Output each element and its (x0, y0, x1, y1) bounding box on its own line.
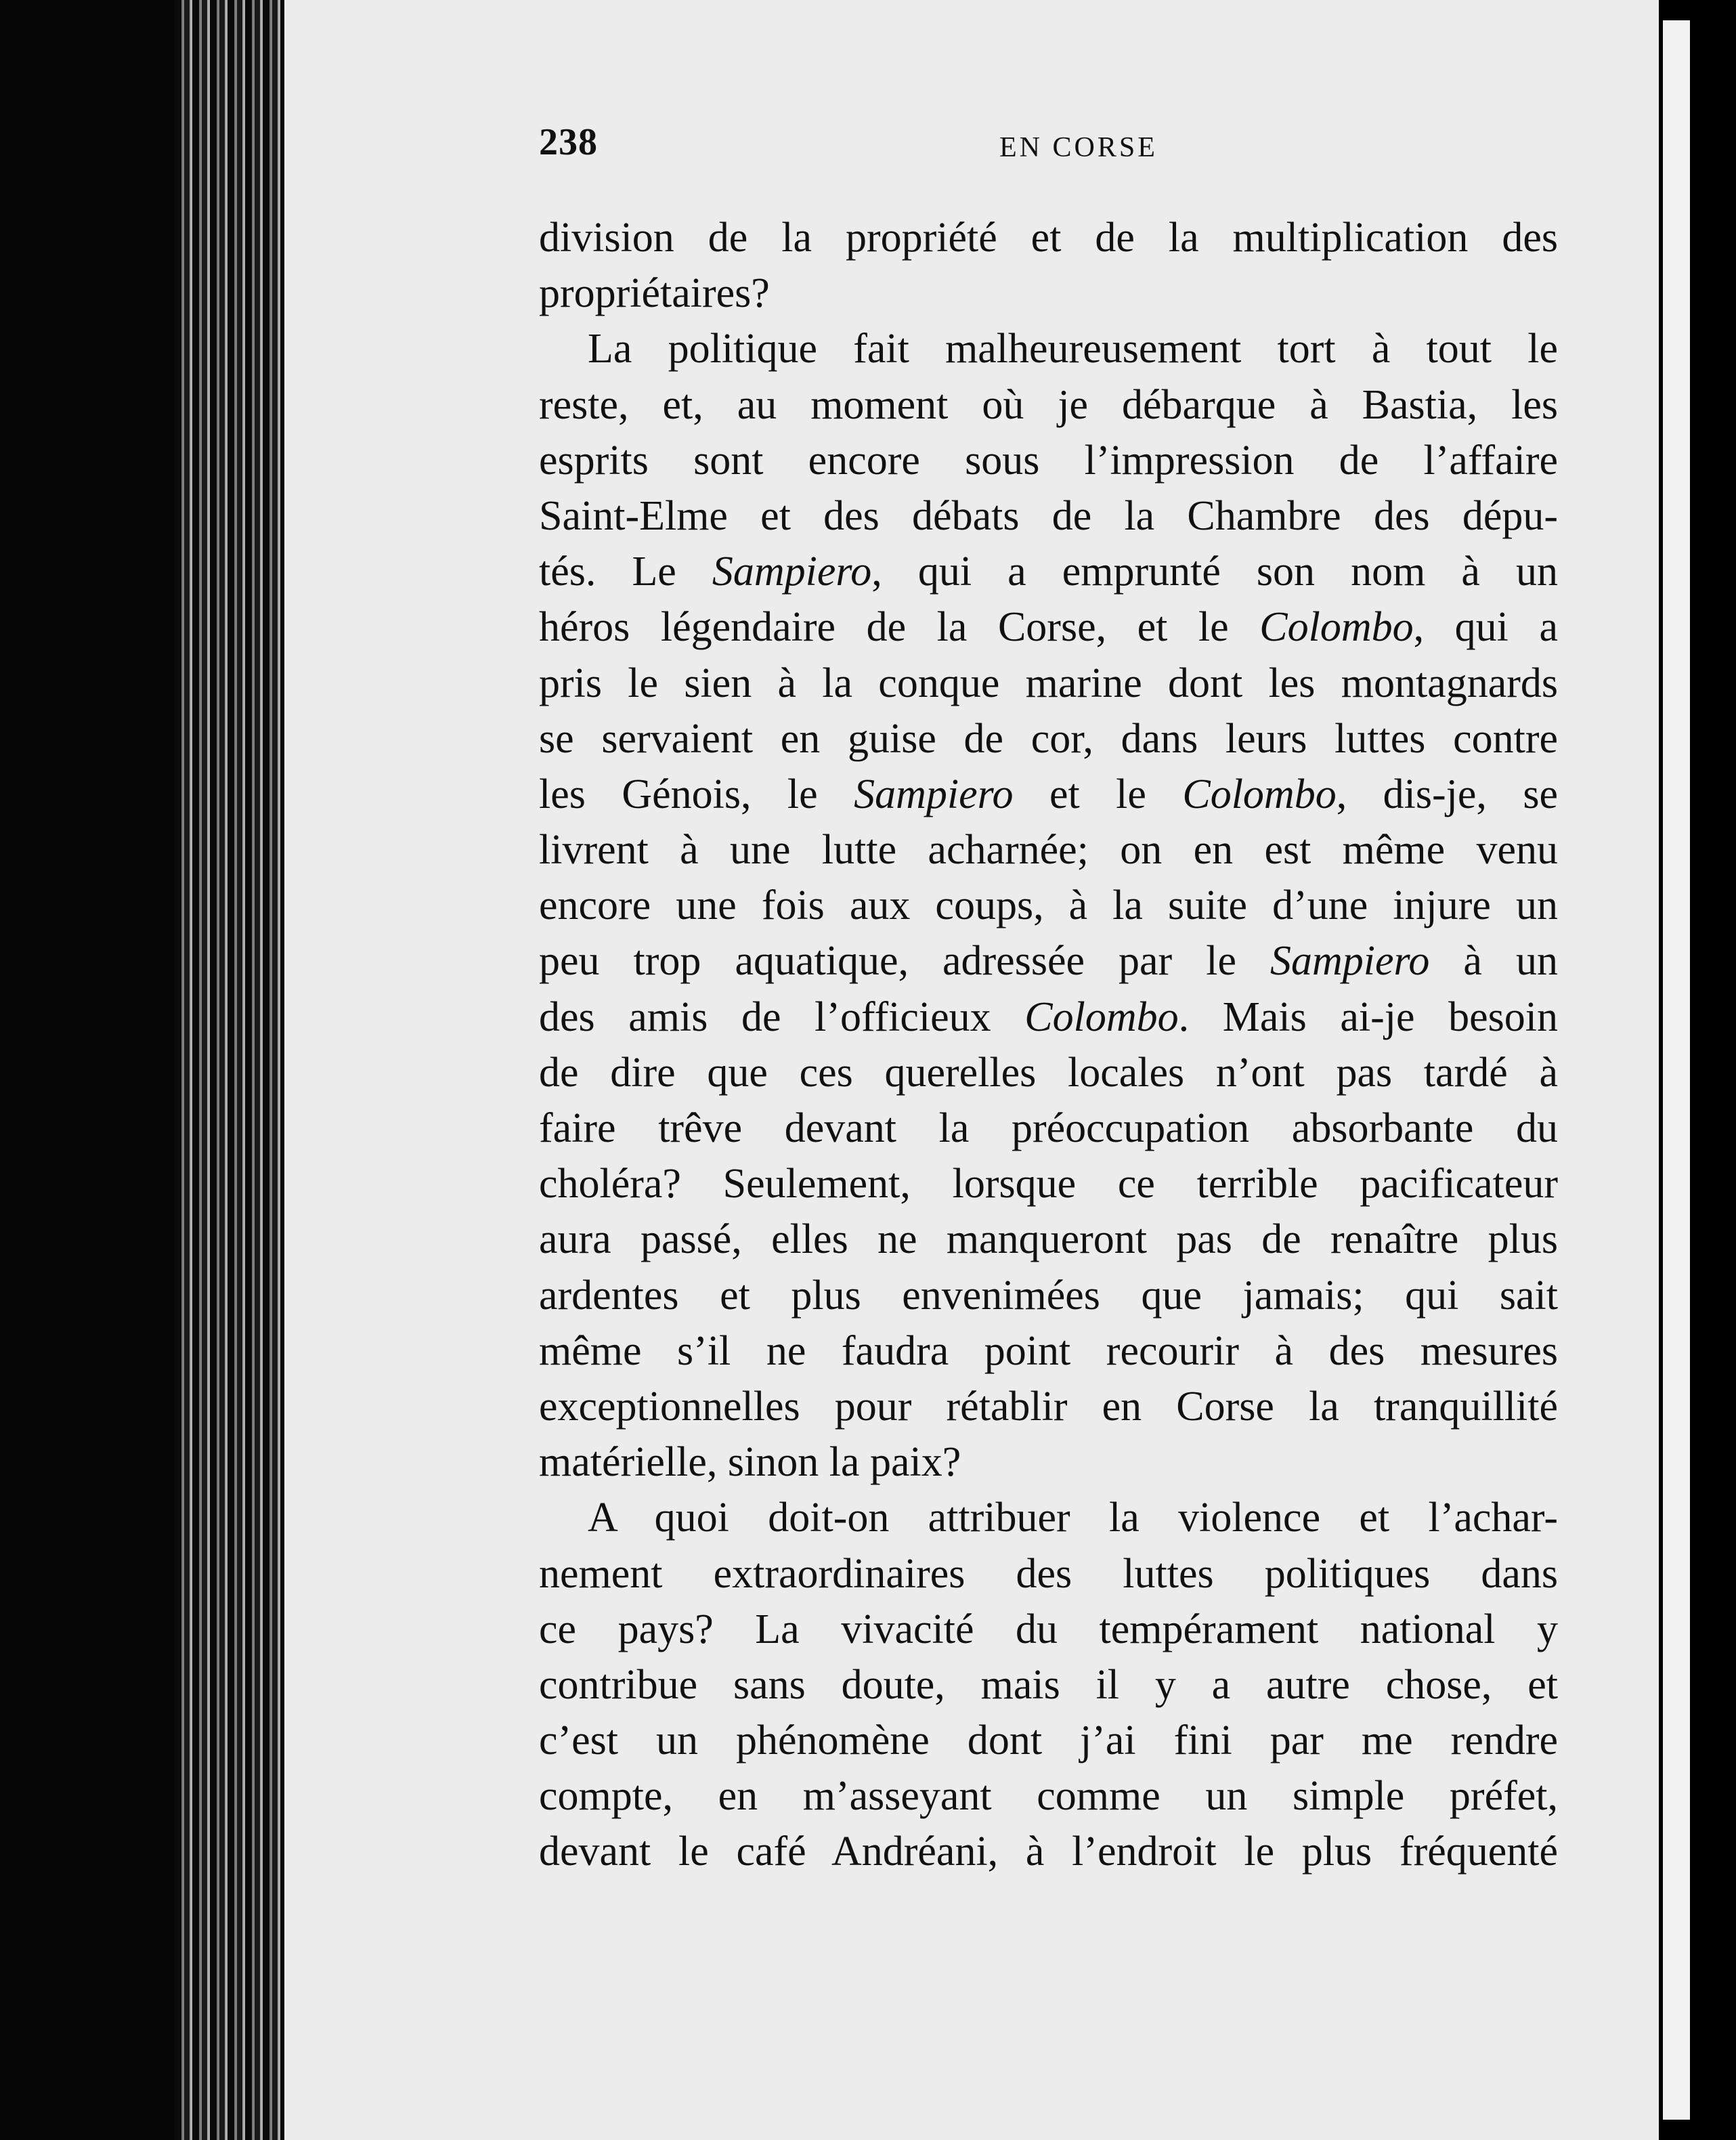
text-line: La politique fait malheureusement tort à tout le (588, 326, 1558, 372)
text-line: nement extraordinaires des luttes politiques dans (539, 1550, 1558, 1597)
running-title: EN CORSE (999, 132, 1158, 163)
text-line: aura passé, elles ne manqueront pas de renaître plus (539, 1216, 1558, 1263)
running-header (539, 121, 1555, 175)
text-line: héros légendaire de la Corse, et le Colombo, qui a (539, 604, 1558, 651)
text-line: Saint-Elme et des débats de la Chambre des dépu- (539, 492, 1558, 539)
text-line: encore une fois aux coups, à la suite d’une injure un (539, 882, 1558, 929)
right-margin-scan-edge (1659, 0, 1736, 2140)
text-line: tés. Le Sampiero, qui a emprunté son nom à un (539, 549, 1558, 595)
text-line: matérielle, sinon la paix? (539, 1439, 961, 1486)
text-line: pris le sien à la conque marine dont les montagnards (539, 660, 1558, 706)
page-number: 238 (539, 121, 598, 163)
text-line: esprits sont encore sous l’impression de l’affaire (539, 437, 1558, 484)
text-line: contribue sans doute, mais il y a autre chose, et (539, 1661, 1558, 1708)
text-line: A quoi doit-on attribuer la violence et l’achar- (588, 1495, 1558, 1541)
text-line: ce pays? La vivacité du tempérament national y (539, 1606, 1558, 1652)
text-line: de dire que ces querelles locales n’ont pas tardé à (539, 1049, 1558, 1096)
text-line: compte, en m’asseyant comme un simple préfet, (539, 1773, 1558, 1820)
text-line: exceptionnelles pour rétablir en Corse la tranquillité (539, 1383, 1558, 1430)
text-line: se servaient en guise de cor, dans leurs luttes contre (539, 715, 1558, 762)
text-line: les Génois, le Sampiero et le Colombo, dis-je, se (539, 771, 1558, 817)
text-line: faire trêve devant la préoccupation absorbante du (539, 1105, 1558, 1151)
text-line: ardentes et plus envenimées que jamais; qui sait (539, 1272, 1558, 1319)
text-line: propriétaires? (539, 270, 770, 317)
text-line: devant le café Andréani, à l’endroit le plus fréquenté (539, 1828, 1558, 1875)
text-line: c’est un phénomène dont j’ai fini par me rendre (539, 1717, 1558, 1764)
stacked-page-edges (175, 0, 291, 2140)
next-page-edge (1663, 20, 1690, 2120)
text-line: livrent à une lutte acharnée; on en est même venu (539, 827, 1558, 874)
text-line: division de la propriété et de la multiplication des (539, 215, 1558, 261)
text-line: même s’il ne faudra point recourir à des mesures (539, 1327, 1558, 1374)
text-line: des amis de l’officieux Colombo. Mais ai-je besoin (539, 993, 1559, 1040)
text-line: reste, et, au moment où je débarque à Bastia, les (539, 381, 1558, 428)
text-line: choléra? Seulement, lorsque ce terrible pacificateur (539, 1161, 1558, 1207)
body-text (539, 210, 1558, 1880)
text-line: peu trop aquatique, adressée par le Sampiero à un (539, 938, 1558, 985)
